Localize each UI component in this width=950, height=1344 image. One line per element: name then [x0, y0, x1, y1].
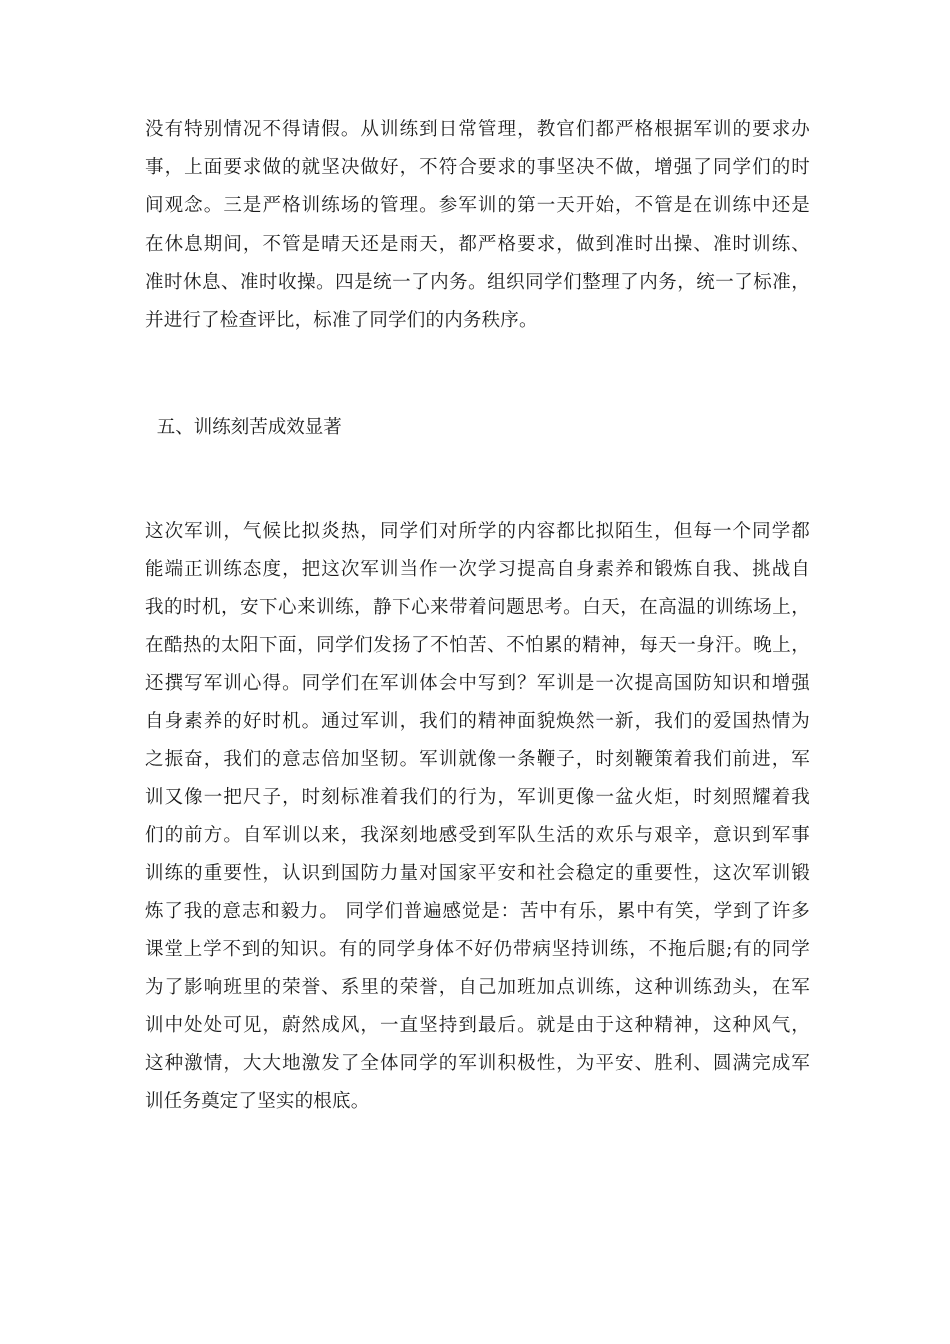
paragraph-line: 训又像一把尺子，时刻标准着我们的行为，军训更像一盆火炬，时刻照耀着我 — [145, 787, 810, 808]
paragraph-line: 这次军训，气候比拟炎热，同学们对所学的内容都比拟陌生，但每一个同学都 — [145, 521, 810, 542]
paragraph-line: 为了影响班里的荣誉、系里的荣誉，自己加班加点训练，这种训练劲头，在军 — [145, 977, 810, 998]
paragraph-line: 之振奋，我们的意志倍加坚韧。军训就像一条鞭子，时刻鞭策着我们前进，军 — [145, 749, 810, 770]
paragraph-line: 并进行了检查评比，标准了同学们的内务秩序。 — [145, 310, 538, 331]
paragraph-line: 没有特别情况不得请假。从训练到日常管理，教官们都严格根据军训的要求办 — [145, 119, 810, 140]
section-heading: 五、训练刻苦成效显著 — [145, 417, 342, 438]
paragraph-line: 事，上面要求做的就坚决做好，不符合要求的事坚决不做，增强了同学们的时 — [145, 157, 810, 178]
paragraph-line: 能端正训练态度，把这次军训当作一次学习提高自身素养和锻炼自我、挑战自 — [145, 559, 810, 580]
paragraph-line: 训练的重要性，认识到国防力量对国家平安和社会稳定的重要性，这次军训锻 — [145, 863, 810, 884]
paragraph-line: 还撰写军训心得。同学们在军训体会中写到？军训是一次提高国防知识和增强 — [145, 673, 810, 694]
paragraph-line: 课堂上学不到的知识。有的同学身体不好仍带病坚持训练，不拖后腿;有的同学 — [145, 939, 810, 960]
paragraph-line: 炼了我的意志和毅力。 同学们普遍感觉是：苦中有乐，累中有笑，学到了许多 — [145, 901, 810, 922]
paragraph-line: 间观念。三是严格训练场的管理。参军训的第一天开始，不管是在训练中还是 — [145, 195, 810, 216]
paragraph-line: 在休息期间，不管是晴天还是雨天，都严格要求，做到准时出操、准时训练、 — [145, 234, 810, 255]
paragraph-line: 我的时机，安下心来训练，静下心来带着问题思考。白天，在高温的训练场上， — [145, 597, 810, 618]
paragraph-line: 训中处处可见，蔚然成风，一直坚持到最后。就是由于这种精神，这种风气， — [145, 1015, 810, 1036]
paragraph-line: 训任务奠定了坚实的根底。 — [145, 1091, 370, 1112]
paragraph-line: 在酷热的太阳下面，同学们发扬了不怕苦、不怕累的精神，每天一身汗。晚上， — [145, 635, 810, 656]
paragraph-line: 自身素养的好时机。通过军训，我们的精神面貌焕然一新，我们的爱国热情为 — [145, 711, 810, 732]
paragraph-line: 准时休息、准时收操。四是统一了内务。组织同学们整理了内务，统一了标准， — [145, 272, 810, 293]
paragraph-line: 们的前方。自军训以来，我深刻地感受到军队生活的欢乐与艰辛，意识到军事 — [145, 825, 810, 846]
paragraph-line: 这种激情，大大地激发了全体同学的军训积极性，为平安、胜利、圆满完成军 — [145, 1053, 810, 1074]
